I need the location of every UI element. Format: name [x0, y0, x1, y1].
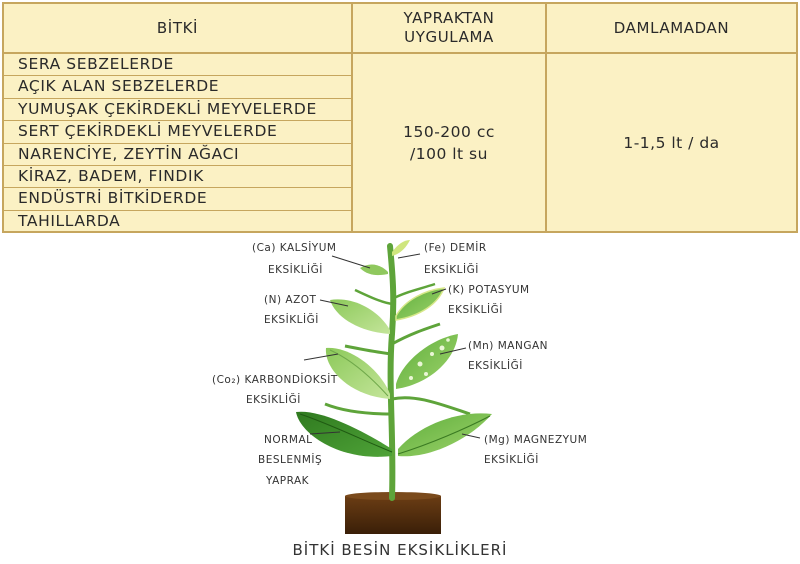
header-foliar-line2: UYGULAMA: [404, 28, 494, 46]
branch: [345, 346, 392, 354]
branch: [392, 324, 440, 344]
label-normal-line1: NORMAL: [264, 434, 313, 446]
label-magnesium-line1: (Mg) MAGNEZYUM: [484, 434, 588, 446]
label-co2-line2: EKSİKLİĞİ: [246, 394, 301, 406]
plant-row: AÇIK ALAN SEBZELERDE: [4, 76, 351, 98]
plant-row: SERT ÇEKİRDEKLİ MEYVELERDE: [4, 121, 351, 143]
header-foliar-line1: YAPRAKTAN: [403, 9, 495, 27]
label-calcium: [252, 242, 336, 255]
branch: [355, 290, 392, 304]
drip-dose-cell: [547, 54, 796, 231]
foliar-dose-cell: [353, 54, 545, 231]
plant-illustration: [0, 234, 800, 564]
label-iron-line2: EKSİKLİĞİ: [424, 264, 479, 276]
plant-row: SERA SEBZELERDE: [4, 54, 351, 76]
header-foliar: [353, 4, 545, 52]
branch: [325, 404, 392, 414]
plant-row: KİRAZ, BADEM, FINDIK: [4, 166, 351, 188]
header-drip: [547, 4, 796, 52]
label-calcium-line1: (Ca) KALSİYUM: [252, 242, 337, 254]
header-plant-label: BİTKİ: [156, 18, 199, 37]
label-normal-line2: BESLENMİŞ: [258, 454, 323, 466]
plant-row: YUMUŞAK ÇEKİRDEKLİ MEYVELERDE: [4, 99, 351, 121]
plant-row: TAHILLARDA: [18, 211, 121, 230]
label-manganese-line1: (Mn) MANGAN: [468, 340, 549, 352]
label-magnesium-line2: EKSİKLİĞİ: [484, 454, 539, 466]
figure-caption: BİTKİ BESİN EKSİKLİKLERİ: [292, 541, 508, 559]
label-nitrogen-line2: EKSİKLİĞİ: [264, 314, 319, 326]
plant-deficiency-figure: [0, 234, 800, 564]
label-potassium-line2: EKSİKLİĞİ: [448, 304, 503, 316]
header-drip-label: DAMLAMADAN: [613, 18, 730, 37]
plant-list: [4, 54, 351, 233]
soil-block: [345, 496, 441, 534]
plant-row: ENDÜSTRİ BİTKİDERDE: [4, 188, 351, 210]
label-calcium-line2: EKSİKLİĞİ: [268, 264, 323, 276]
foliar-dose-line2: /100 lt su: [410, 144, 488, 163]
iron-leaf: [392, 240, 410, 256]
label-co2-line1: (Co₂) KARBONDİOKSİT: [212, 374, 338, 386]
label-nitrogen-line1: (N) AZOT: [264, 294, 317, 306]
label-manganese-line2: EKSİKLİĞİ: [468, 360, 523, 372]
manganese-leaf: [396, 334, 458, 389]
branch: [392, 398, 470, 414]
dosage-table: [2, 2, 798, 233]
stem: [390, 246, 393, 498]
foliar-dose-line1: 150-200 cc: [403, 122, 495, 141]
plant-row: NARENCİYE, ZEYTİN AĞACI: [4, 144, 351, 166]
header-plant: [4, 4, 351, 52]
drip-dose-value: 1-1,5 lt / da: [623, 133, 720, 152]
label-potassium-line1: (K) POTASYUM: [448, 284, 530, 296]
label-normal-line3: YAPRAK: [266, 475, 310, 487]
label-iron-line1: (Fe) DEMİR: [424, 242, 487, 254]
